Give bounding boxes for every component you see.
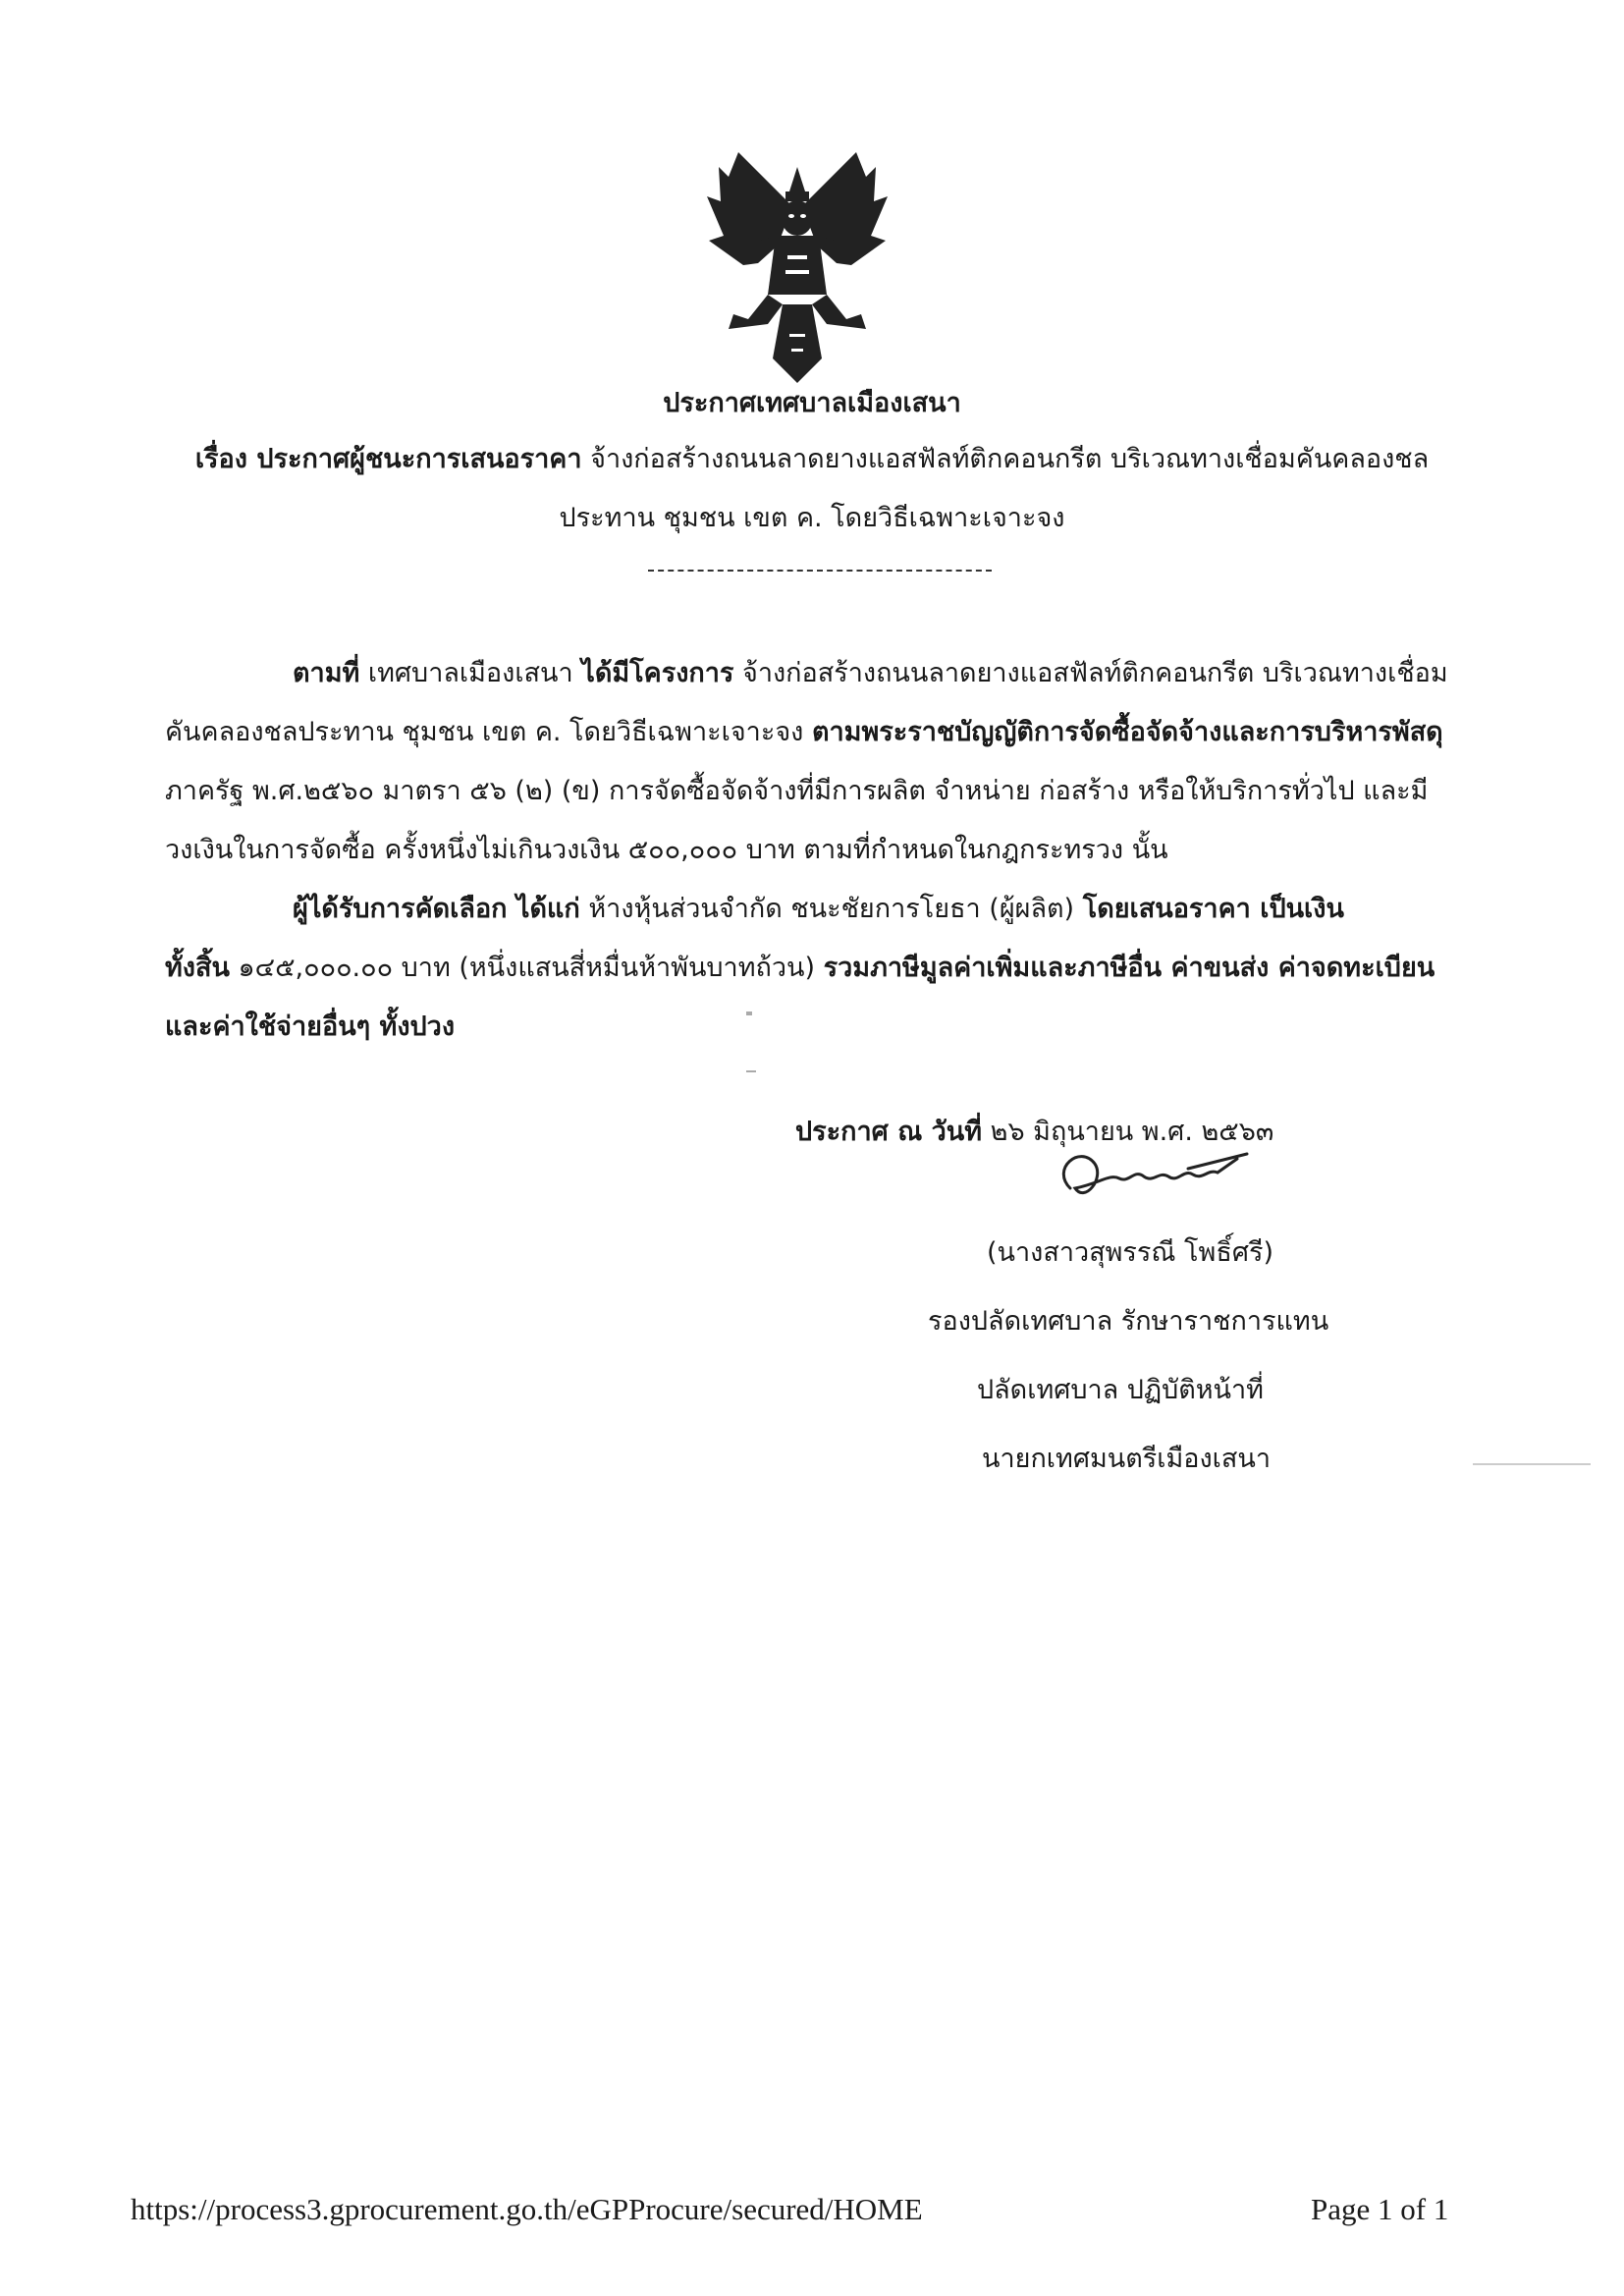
paragraph-2-line-1 xyxy=(165,880,1461,939)
signatory-position-1: รองปลัดเทศบาล รักษาราชการแทน xyxy=(928,1306,1329,1337)
subject-label: เรื่อง ประกาศผู้ชนะการเสนอราคา xyxy=(194,444,582,474)
paragraph-1-line-2 xyxy=(165,703,1461,762)
p1-project-b: คันคลองชลประทาน ชุมชน เขต ค. โดยวิธีเฉพาะเจาะจง xyxy=(165,717,804,747)
signatory-name: (นางสาวสุพรรณี โพธิ์ศรี) xyxy=(987,1237,1274,1268)
p1-org: เทศบาลเมืองเสนา xyxy=(367,658,573,688)
p2-tax: รวมภาษีมูลค่าเพิ่มและภาษีอื่น ค่าขนส่ง ค่าจดทะเบียน xyxy=(823,953,1435,983)
p1-project-a: จ้างก่อสร้างถนนลาดยางแอสฟัลท์ติกคอนกรีต บริเวณทางเชื่อม xyxy=(742,658,1448,688)
scan-speck xyxy=(746,1011,752,1015)
subject-line-1 xyxy=(0,437,1624,479)
announcement-body xyxy=(165,644,1461,1057)
header-divider xyxy=(648,570,992,572)
p1-lead: ตามที่ xyxy=(293,658,360,688)
paragraph-1-line-1 xyxy=(165,644,1461,703)
handwritten-signature xyxy=(1041,1129,1257,1218)
garuda-emblem-icon xyxy=(699,147,895,388)
date-value: ๒๖ มิถุนายน พ.ศ. ๒๕๖๓ xyxy=(990,1117,1274,1147)
p2-offer: โดยเสนอราคา เป็นเงิน xyxy=(1082,894,1344,924)
footer-page-number: Page 1 of 1 xyxy=(1311,2192,1449,2226)
p2-winner: ห้างหุ้นส่วนจำกัด ชนะชัยการโยธา (ผู้ผลิต) xyxy=(588,894,1075,924)
scan-speck xyxy=(1473,1463,1591,1465)
p2-lead: ผู้ได้รับการคัดเลือก ได้แก่ xyxy=(293,894,580,924)
paragraph-2-line-3: และค่าใช้จ่ายอื่นๆ ทั้งปวง xyxy=(165,1011,456,1042)
p1-law: ตามพระราชบัญญัติการจัดซื้อจัดจ้างและการบริหารพัสดุ xyxy=(811,717,1443,747)
p1-has-project: ได้มีโครงการ xyxy=(581,658,734,688)
p2-amount: ๑๔๕,๐๐๐.๐๐ บาท (หนึ่งแสนสี่หมื่นห้าพันบาทถ้วน) xyxy=(238,953,816,983)
date-label: ประกาศ ณ วันที่ xyxy=(795,1117,983,1147)
paragraph-1-line-3: ภาครัฐ พ.ศ.๒๕๖๐ มาตรา ๕๖ (๒) (ข) การจัดซื้อจัดจ้างที่มีการผลิต จำหน่าย ก่อสร้าง หรือให้บริการทั่วไป และมี xyxy=(165,776,1429,806)
footer-url: https://process3.gprocurement.go.th/eGPProcure/secured/HOME xyxy=(131,2192,923,2226)
scan-speck xyxy=(746,1070,756,1072)
p2-total-label: ทั้งสิ้น xyxy=(165,953,230,983)
announcer-title: ประกาศเทศบาลเมืองเสนา xyxy=(663,388,961,418)
signatory-position-3: นายกเทศมนตรีเมืองเสนา xyxy=(982,1444,1271,1474)
subject-line-2: ประทาน ชุมชน เขต ค. โดยวิธีเฉพาะเจาะจง xyxy=(559,503,1065,533)
paragraph-2-line-2 xyxy=(165,939,1461,998)
paragraph-1-line-4: วงเงินในการจัดซื้อ ครั้งหนึ่งไม่เกินวงเงิน ๕๐๐,๐๐๐ บาท ตามที่กำหนดในกฎกระทรวง นั้น xyxy=(165,835,1168,865)
subject-text-1: จ้างก่อสร้างถนนลาดยางแอสฟัลท์ติกคอนกรีต บริเวณทางเชื่อมคันคลองชล xyxy=(590,444,1430,474)
signatory-position-2: ปลัดเทศบาล ปฏิบัติหน้าที่ xyxy=(977,1375,1264,1405)
